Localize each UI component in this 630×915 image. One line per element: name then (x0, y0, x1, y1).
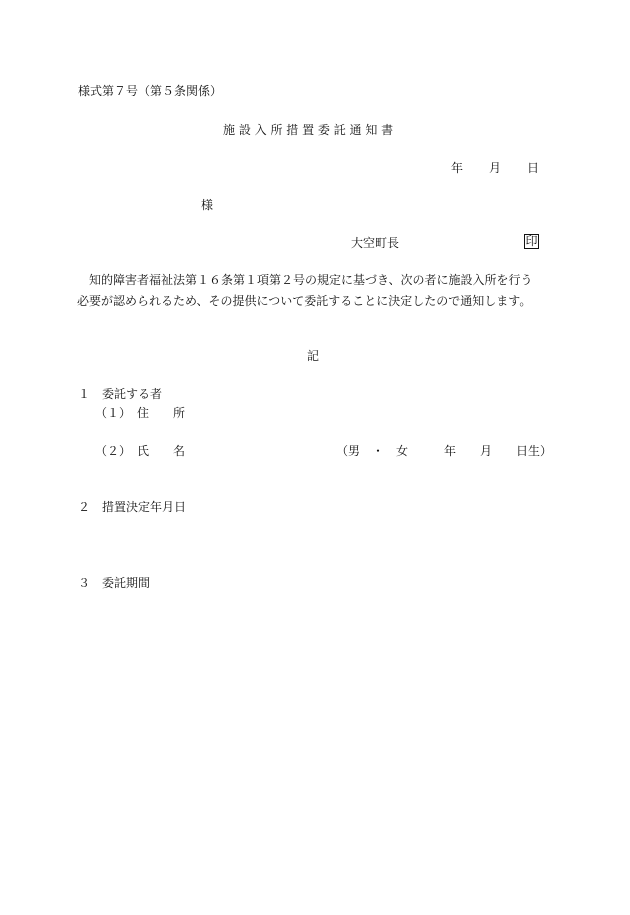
seal-mark: 印 (525, 234, 538, 248)
document-title: 施 設 入 所 措 置 委 託 通 知 書 (223, 123, 394, 137)
note-heading: 記 (307, 349, 320, 363)
item-3-heading: ３ 委託期間 (78, 576, 151, 590)
item-1-heading: １ 委託する者 (78, 387, 163, 401)
sex-dob-label: （男 ・ 女 年 月 日生） (336, 444, 553, 458)
body-line-1: 知的障害者福祉法第１６条第１項第２号の規定に基づき、次の者に施設入所を行う (89, 273, 533, 287)
date-day-label: 日 (527, 161, 540, 175)
item-2-heading: ２ 措置決定年月日 (78, 500, 187, 514)
date-year-label: 年 (451, 161, 464, 175)
issuer-name: 大空町長 (351, 236, 400, 250)
address-label: （１） 住 所 (95, 406, 186, 420)
date-month-label: 月 (489, 161, 502, 175)
addressee-suffix: 様 (201, 198, 214, 212)
name-label: （２） 氏 名 (95, 444, 186, 458)
body-line-2: 必要が認められるため、その提供について委託することに決定したので通知します。 (77, 294, 532, 308)
form-number: 様式第７号（第５条関係） (78, 84, 223, 98)
